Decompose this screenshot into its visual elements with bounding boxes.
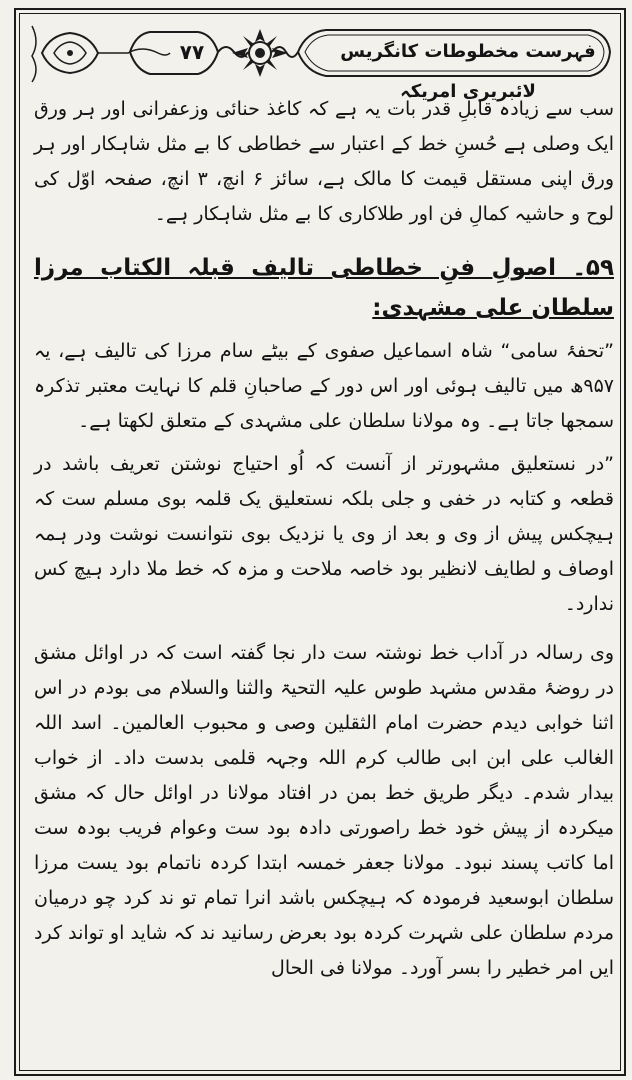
corner-flourish-icon [42,33,170,73]
quotation-paragraph: ”در نستعلیق مشہورتر از آنست کہ اُو احتیاج نوشتن تعریف باشد در قطعہ و کتابہ در خفی و جلی بلکہ نستعلیق یک قلمہ بوی مسلم ست کہ ہیچکس پیش از وی و بعد از وی یا نزدیک بوی نتوانست نوشت ودر ہمہ اوصاف و لطایف لانظیر بود خاصہ ملاحت و مزہ کہ خط ملا دارد ہیچ کس ندارد۔ [34,453,614,615]
paragraph: سب سے زیادہ قابلِ قدر بات یہ ہے کہ کاغذ حنائی وزعفرانی اور ہر ورق ایک وصلی ہے حُسنِ خط کے اعتبار سے خطاطی کا بے مثل شاہکار اور ہر ورق اپنی مستقل قیمت کا مالک ہے، سائز ۶ انچ، ۳ انچ، صفحہ اوّل کی لوح و حاشیہ کمالِ فن اور طلاکاری کا بے مثل شاہکار ہے۔ [34,98,614,225]
page-number: ۷۷ [179,40,205,64]
paragraph: ”تحفۂ سامی“ شاہ اسماعیل صفوی کے بیٹے سام مرزا کی تالیف ہے، یہ ۹۵۷ھ میں تالیف ہوئی اور اس دور کے صاحبانِ قلم کا نہایت معتبر تذکرہ سمجھا جاتا ہے۔ وہ مولانا سلطان علی مشہدی کے متعلق لکھتا ہے۔ [34,340,614,432]
rosette-ornament-icon [232,29,288,77]
header-title: فہرست مخطوطات کانگریس لائبریری امریکہ [340,41,596,102]
section-heading: ۵۹۔ اصولِ فنِ خطاطی تالیف قبلہ الکتاب مرزا سلطان علی مشہدی: [34,255,614,321]
page-header [30,22,612,102]
paragraph: وی رسالہ در آداب خط نوشتہ ست دار نجا گفتہ است کہ در اوائل مشق در روضۂ مقدس مشہد طوس علیہ التحیۃ والثنا والسلام می بودم در اس اثنا خوابی دیدم حضرت امام الثقلین وصی و محبوب العالمین۔ اسد اللہ الغالب علی ابن ابی طالب کرم اللہ وجہہ قلمی بدست داد۔ از خواب بیدار شدم۔ دیگر طریق خط بمن در افتاد مولانا در اوائل حال کہ مشق میکردہ از پیش خود خط راصورتی دادہ بود ست وعوام فریب بودہ ست اما کاتب پسند نبود۔ مولانا جعفر خمسہ ابتدا کردہ ناتمام بود یست مرزا سلطان ابوسعید فرمودہ کہ ہیچکس باشد انرا تمام تو ند کرد چو درمیان مردم سلطان علی شہرت کردہ بود بعرض رسانید ند کہ شاید او تواند کرد ایں امر خطیر را بسر آورد۔ مولانا فی الحال [34,642,614,979]
page-body [34,92,614,986]
